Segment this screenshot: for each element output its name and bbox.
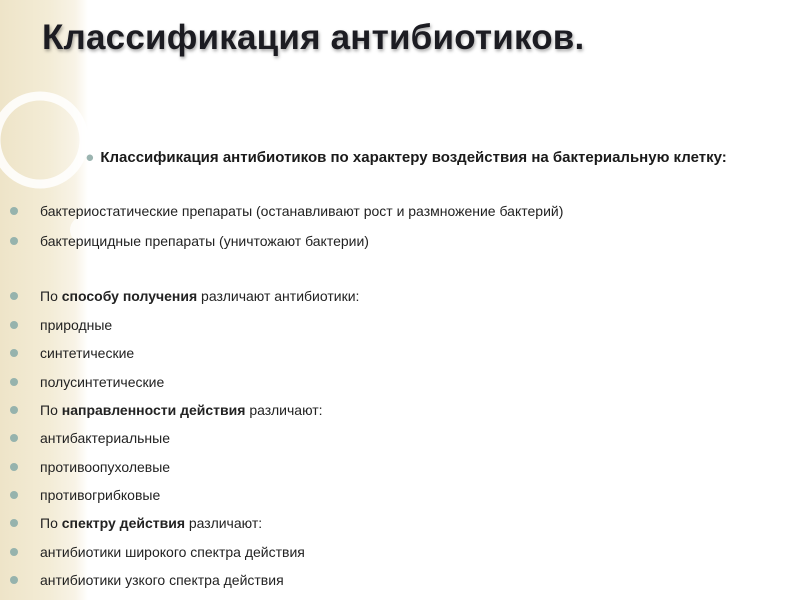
item-bold: направленности действия: [61, 402, 246, 418]
item-text-after: различают:: [185, 515, 263, 531]
list-item: [40, 429, 170, 447]
bullet-dot-icon: [10, 349, 18, 357]
list-item: [40, 514, 262, 532]
item-text: полусинтетические: [40, 374, 165, 390]
bullet-dot-icon: [10, 519, 18, 527]
bullet-dot-icon: [10, 207, 18, 215]
item-bold: спектру действия: [61, 515, 185, 531]
item-text: антибактериальные: [40, 430, 170, 446]
list-item: [40, 486, 160, 504]
bullet-dot-icon: [10, 434, 18, 442]
bullet-dot-icon: [10, 491, 18, 499]
item-text: бактериостатические препараты (останавливают рост и размножение бактерий): [40, 203, 564, 219]
list-item: [40, 344, 134, 362]
list-item: [40, 316, 112, 334]
list-item: [40, 571, 284, 589]
bullet-dot-icon: [10, 292, 18, 300]
item-text: По: [40, 288, 62, 304]
list-item: [40, 401, 323, 419]
item-text: природные: [40, 317, 113, 333]
list-item: [40, 202, 563, 220]
item-text: антибиотики узкого спектра действия: [40, 572, 284, 588]
subheading-bullet-icon: ●: [85, 149, 95, 166]
list-item: [40, 458, 170, 476]
bullet-dot-icon: [10, 463, 18, 471]
item-text: бактерицидные препараты (уничтожают бактерии): [40, 233, 369, 249]
bullet-dot-icon: [10, 576, 18, 584]
list-item: [40, 373, 164, 391]
bullet-dot-icon: [10, 321, 18, 329]
list-item: [40, 232, 369, 250]
list-item: [40, 287, 359, 305]
slide-title: Классификация антибиотиков.: [42, 18, 585, 57]
list-item: [40, 543, 305, 561]
item-text: антибиотики широкого спектра действия: [40, 544, 305, 560]
bullet-dot-icon: [10, 378, 18, 386]
item-bold: способу получения: [61, 288, 198, 304]
bullet-dot-icon: [10, 548, 18, 556]
item-text: противогрибковые: [40, 487, 161, 503]
subheading-text: Классификация антибиотиков по характеру воздействия на бактериальную клетку:: [100, 149, 727, 166]
item-text: синтетические: [40, 345, 135, 361]
item-text: противоопухолевые: [40, 459, 171, 475]
item-text-after: различают антибиотики:: [197, 288, 360, 304]
bullet-dot-icon: [10, 406, 18, 414]
bullet-dot-icon: [10, 237, 18, 245]
item-text-after: различают:: [245, 402, 323, 418]
item-text: По: [40, 515, 62, 531]
item-text: По: [40, 402, 62, 418]
